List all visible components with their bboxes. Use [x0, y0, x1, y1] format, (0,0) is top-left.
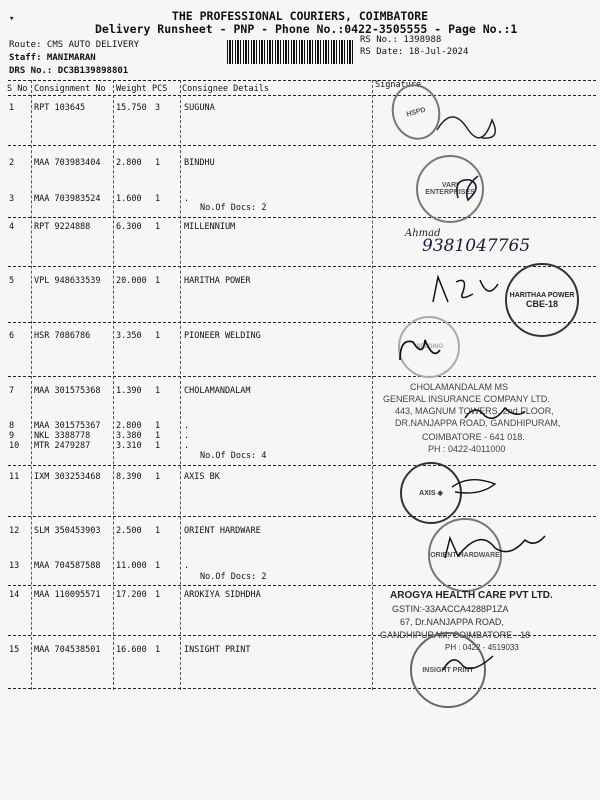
stamp-line: AROGYA HEALTH CARE PVT LTD.: [390, 590, 553, 601]
row-rule: [8, 217, 596, 218]
row-consignment: MAA 704587588: [34, 561, 101, 571]
stamp-line: PH : 0422-4011000: [428, 444, 506, 454]
row-weight: 1.390: [116, 386, 142, 396]
row-pcs: 1: [155, 590, 161, 600]
row-consignment: MAA 301575367: [34, 421, 101, 431]
row-sno: 1: [9, 103, 15, 113]
signature-scribble: [440, 528, 550, 568]
row-sno: 3: [9, 194, 15, 204]
row-pcs: 1: [155, 561, 161, 571]
row-consignee: .: [184, 421, 190, 431]
row-consignment: MAA 703983524: [34, 194, 101, 204]
row-weight: 17.200: [116, 590, 147, 600]
row-consignee: CHOLAMANDALAM: [184, 386, 251, 396]
signature-scribble: [395, 330, 445, 370]
runsheet-subtitle: Delivery Runsheet - PNP - Phone No.:0422-3505555 - Page No.:1: [95, 22, 518, 36]
row-weight: 3.380: [116, 431, 142, 441]
row-consignee: AXIS BK: [184, 472, 220, 482]
row-sno: 5: [9, 276, 15, 286]
row-rule: [8, 516, 596, 517]
faded-round-stamp: WELDING: [398, 316, 460, 378]
signature-scribble: [450, 472, 500, 502]
haritha-round-stamp: [505, 263, 579, 337]
stamp-line: COIMBATORE - 641 018.: [422, 432, 525, 442]
row-consignee: INSIGHT PRINT: [184, 645, 251, 655]
row-consignment: MAA 704538501: [34, 645, 101, 655]
row-consignment: MAA 110095571: [34, 590, 101, 600]
row-consignee: AROKIYA SIDHDHA: [184, 590, 261, 600]
row-pcs: 1: [155, 194, 161, 204]
row-sno: 9: [9, 431, 15, 441]
col-signature: Signature: [375, 80, 422, 90]
col-consignee: Consignee Details: [182, 84, 269, 94]
stamp-line: CHOLAMANDALAM MS: [410, 382, 509, 392]
row-consignee: .: [184, 561, 190, 571]
axis-round-stamp: AXIS ◈: [400, 462, 462, 524]
row-pcs: 1: [155, 158, 161, 168]
row-rule: [8, 465, 596, 466]
row-sno: 14: [9, 590, 20, 600]
col-divider: [372, 80, 373, 690]
docs-note: No.Of Docs: 4: [200, 451, 267, 461]
col-divider: [113, 80, 114, 690]
row-consignee: BINDHU: [184, 158, 215, 168]
row-weight: 20.000: [116, 276, 147, 286]
row-rule: [8, 322, 596, 323]
row-weight: 6.300: [116, 222, 142, 232]
row-pcs: 1: [155, 331, 161, 341]
stamp-line: 443, MAGNUM TOWERS, 2nd FLOOR,: [395, 406, 554, 416]
row-sno: 11: [9, 472, 20, 482]
haritha-stamp-city: CBE-18: [525, 298, 558, 309]
row-weight: 2.800: [116, 158, 142, 168]
company-title: THE PROFESSIONAL COURIERS, COIMBATORE: [171, 9, 429, 23]
row-pcs: 1: [155, 421, 161, 431]
signature-scribble: [460, 398, 530, 428]
barcode-image: [227, 40, 355, 64]
row-consignment: VPL 948633539: [34, 276, 101, 286]
header-rule-top: [8, 80, 596, 81]
row-consignee: .: [184, 431, 190, 441]
row-weight: 8.390: [116, 472, 142, 482]
row-consignment: MAA 301575368: [34, 386, 101, 396]
stamp-line: PH : 0422 - 4519033: [445, 643, 519, 652]
signature-scribble: [438, 648, 498, 678]
row-consignment: RPT 103645: [34, 103, 86, 113]
stamp-line: GENERAL INSURANCE COMPANY LTD.: [383, 394, 550, 404]
row-pcs: 3: [155, 103, 161, 113]
row-consignment: MAA 703983404: [34, 158, 101, 168]
row-pcs: 1: [155, 276, 161, 286]
staff-label: Staff: MANIMARAN: [9, 53, 96, 63]
row-consignment: HSR 7086786: [34, 331, 91, 341]
col-divider: [31, 80, 32, 690]
row-pcs: 1: [155, 472, 161, 482]
row-pcs: 1: [155, 526, 161, 536]
docs-note: No.Of Docs: 2: [200, 203, 267, 213]
row-consignee: .: [184, 441, 190, 451]
row-weight: 11.000: [116, 561, 147, 571]
rs-date: RS Date: 18-Jul-2024: [360, 47, 469, 57]
row-sno: 6: [9, 331, 15, 341]
row-consignment: MTR 2479287: [34, 441, 91, 451]
signature-scribble: [448, 168, 488, 208]
row-sno: 2: [9, 158, 15, 168]
col-pcs: PCS: [152, 84, 168, 94]
row-sno: 12: [9, 526, 20, 536]
row-consignee: MILLENNIUM: [184, 222, 236, 232]
docs-note: No.Of Docs: 2: [200, 572, 267, 582]
col-sno: S No: [7, 84, 28, 94]
row-consignment: SLM 350453903: [34, 526, 101, 536]
signature-scribble: [432, 100, 512, 145]
row-consignment: IXM 303253468: [34, 472, 101, 482]
row-sno: 8: [9, 421, 15, 431]
row-rule: [8, 145, 596, 146]
row-sno: 4: [9, 222, 15, 232]
drs-label: DRS No.: DC3B139898801: [9, 66, 129, 76]
insight-round-stamp: INSIGHT PRINT: [410, 632, 486, 708]
row-weight: 2.500: [116, 526, 142, 536]
row-weight: 16.600: [116, 645, 147, 655]
stamp-line: GANDHIPURAM, COIMBATORE - 18: [380, 630, 531, 640]
row-weight: 15.750: [116, 103, 147, 113]
handwritten-name: Ahmad: [405, 228, 441, 239]
row-pcs: 1: [155, 441, 161, 451]
row-sno: 7: [9, 386, 15, 396]
row-sno: 15: [9, 645, 20, 655]
col-divider: [180, 80, 181, 690]
col-consignment: Consignment No: [34, 84, 106, 94]
row-consignee: SUGUNA: [184, 103, 215, 113]
courier-round-stamp: HSPD: [386, 79, 447, 146]
row-pcs: 1: [155, 431, 161, 441]
row-weight: 2.800: [116, 421, 142, 431]
header-rule-bottom: [8, 95, 596, 96]
row-consignment: RPT 9224888: [34, 222, 91, 232]
row-rule: [8, 376, 596, 377]
row-consignee: PIONEER WELDING: [184, 331, 261, 341]
row-weight: 3.310: [116, 441, 142, 451]
row-sno: 10: [9, 441, 20, 451]
row-rule: [8, 585, 596, 586]
signature-scribble: [428, 272, 508, 312]
orient-round-stamp: ORIENT HARDWARE: [428, 518, 502, 592]
row-weight: 3.350: [116, 331, 142, 341]
row-pcs: 1: [155, 386, 161, 396]
rs-number: RS No.: 1398988: [360, 35, 442, 45]
enterprise-round-stamp: VARI ENTERPRISES: [416, 155, 484, 223]
row-consignee: ORIENT HARDWARE: [184, 526, 261, 536]
row-consignment: NKL 3388778: [34, 431, 91, 441]
haritha-stamp-name: HARITHAA POWER: [509, 291, 575, 299]
corner-mark: ▾: [9, 14, 15, 24]
row-rule: [8, 266, 596, 267]
row-consignee: .: [184, 194, 190, 204]
row-pcs: 1: [155, 645, 161, 655]
stamp-line: DR.NANJAPPA ROAD, GANDHIPURAM,: [395, 418, 561, 428]
row-weight: 1.600: [116, 194, 142, 204]
handwritten-phone: 9381047765: [422, 236, 531, 256]
route-label: Route: CMS AUTO DELIVERY: [9, 40, 140, 50]
row-pcs: 1: [155, 222, 161, 232]
col-weight: Weight: [116, 84, 147, 94]
stamp-line: GSTIN:-33AACCA4288P1ZA: [392, 604, 509, 614]
row-consignee: HARITHA POWER: [184, 276, 251, 286]
stamp-line: 67, Dr.NANJAPPA ROAD,: [400, 617, 504, 627]
row-rule: [8, 688, 596, 689]
row-sno: 13: [9, 561, 20, 571]
